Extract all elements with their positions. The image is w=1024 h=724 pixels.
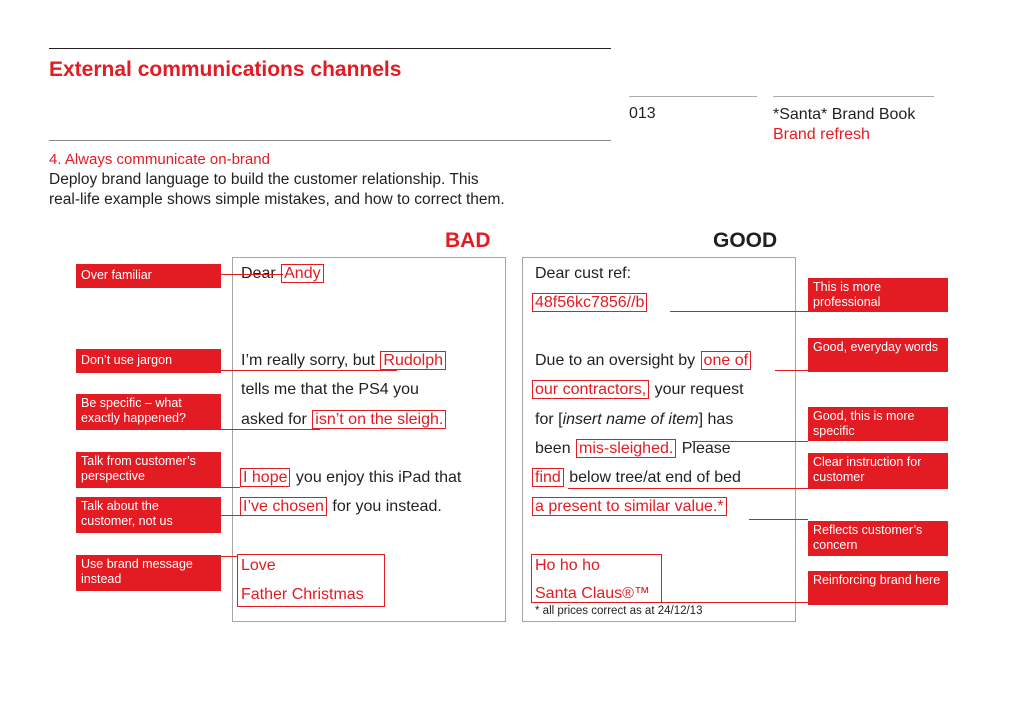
good-highlight-mis-sleighed: mis-sleighed. bbox=[576, 439, 676, 458]
connector-professional bbox=[670, 311, 808, 312]
good-line-7-text: below tree/at end of bed bbox=[564, 469, 741, 486]
good-line-6-text-b: Please bbox=[677, 440, 731, 457]
good-line-3-text: Due to an oversight by bbox=[535, 352, 700, 369]
good-line-4-text: your request bbox=[650, 381, 744, 398]
top-rule bbox=[49, 48, 611, 49]
connector-everyday bbox=[775, 370, 808, 371]
bad-line-5 bbox=[239, 468, 461, 488]
page-number-rule bbox=[629, 96, 757, 97]
bad-signoff-1: Love bbox=[241, 557, 276, 574]
good-line-6-text-a: been bbox=[535, 440, 576, 457]
good-signoff-2: Santa Claus®™ bbox=[535, 585, 650, 602]
section-intro bbox=[49, 170, 609, 210]
connector-more-specific bbox=[692, 441, 808, 442]
good-tag-concern: Reflects customer’s concern bbox=[808, 521, 948, 556]
good-line-6 bbox=[535, 439, 731, 459]
good-line-5-text-a: for [ bbox=[535, 411, 563, 428]
bad-tag-about-customer: Talk about the customer, not us bbox=[76, 497, 221, 533]
good-line-2 bbox=[531, 293, 648, 313]
good-tag-reinforcing: Reinforcing brand here bbox=[808, 571, 948, 605]
bad-line-4-text: asked for bbox=[241, 411, 312, 428]
good-tag-more-specific: Good, this is more specific bbox=[808, 407, 948, 441]
bad-line-5-text: you enjoy this iPad that bbox=[291, 469, 462, 486]
bad-highlight-sleigh: isn’t on the sleigh. bbox=[312, 410, 446, 429]
bad-line-2-text: I’m really sorry, but bbox=[241, 352, 380, 369]
connector-concern bbox=[749, 519, 808, 520]
bad-tag-be-specific: Be specific – what exactly happened? bbox=[76, 394, 221, 430]
bad-line-1-text: Dear bbox=[241, 265, 281, 282]
good-highlight-ref: 48f56kc7856//b bbox=[532, 293, 647, 312]
bad-line-4 bbox=[241, 410, 447, 430]
connector-perspective bbox=[220, 487, 240, 488]
section-heading: 4. Always communicate on-brand bbox=[49, 151, 270, 168]
bad-tag-over-familiar: Over familiar bbox=[76, 264, 221, 288]
intro-line-1: Deploy brand language to build the customer relationship. This bbox=[49, 171, 479, 188]
connector-customer bbox=[220, 515, 240, 516]
connector-reinforcing bbox=[662, 602, 808, 603]
good-line-8 bbox=[531, 497, 728, 517]
good-tag-instruction: Clear instruction for customer bbox=[808, 453, 948, 489]
good-line-4 bbox=[531, 380, 744, 400]
bad-signoff-2: Father Christmas bbox=[241, 586, 364, 603]
bad-highlight-rudolph: Rudolph bbox=[380, 351, 446, 370]
good-signoff-1: Ho ho ho bbox=[535, 557, 600, 574]
bad-line-2 bbox=[241, 351, 447, 371]
good-tag-everyday: Good, everyday words bbox=[808, 338, 948, 372]
intro-line-2: real-life example shows simple mistakes, and how to correct them. bbox=[49, 191, 505, 208]
good-highlight-present: a present to similar value.* bbox=[532, 497, 727, 516]
bad-tag-jargon: Don’t use jargon bbox=[76, 349, 221, 373]
good-tag-professional: This is more professional bbox=[808, 278, 948, 312]
connector-brand-message bbox=[220, 556, 238, 557]
bad-line-6-text: for you instead. bbox=[327, 498, 442, 515]
book-section: Brand refresh bbox=[773, 126, 870, 143]
connector-specific bbox=[220, 429, 320, 430]
good-line-5-italic: insert name of item bbox=[562, 411, 699, 428]
good-line-7 bbox=[531, 468, 741, 488]
page-number: 013 bbox=[629, 105, 656, 122]
good-line-3 bbox=[535, 351, 752, 371]
book-name: *Santa* Brand Book bbox=[773, 106, 916, 123]
connector-jargon bbox=[220, 370, 397, 371]
bad-line-3: tells me that the PS4 you bbox=[241, 381, 419, 398]
bad-highlight-andy: Andy bbox=[281, 264, 323, 283]
bad-line-6 bbox=[239, 497, 442, 517]
good-highlight-find: find bbox=[532, 468, 564, 487]
good-label: GOOD bbox=[713, 229, 778, 252]
bad-label: BAD bbox=[445, 229, 491, 252]
book-info bbox=[773, 105, 915, 145]
book-name-rule bbox=[773, 96, 934, 97]
good-line-1: Dear cust ref: bbox=[535, 265, 632, 282]
connector-instruction bbox=[568, 488, 808, 489]
good-line-5 bbox=[535, 410, 733, 430]
bad-highlight-i-hope: I hope bbox=[240, 468, 290, 487]
page-title: External communications channels bbox=[49, 58, 402, 81]
good-footnote: * all prices correct as at 24/12/13 bbox=[535, 605, 703, 617]
good-highlight-contractors: our contractors, bbox=[532, 380, 649, 399]
title-rule bbox=[49, 140, 611, 141]
bad-tag-brand-message: Use brand message instead bbox=[76, 555, 221, 591]
bad-tag-perspective: Talk from customer’s perspective bbox=[76, 452, 221, 488]
bad-highlight-chosen: I’ve chosen bbox=[240, 497, 327, 516]
good-highlight-one-of: one of bbox=[701, 351, 751, 370]
good-line-5-text-b: ] has bbox=[698, 411, 734, 428]
connector-over-familiar bbox=[220, 274, 283, 275]
